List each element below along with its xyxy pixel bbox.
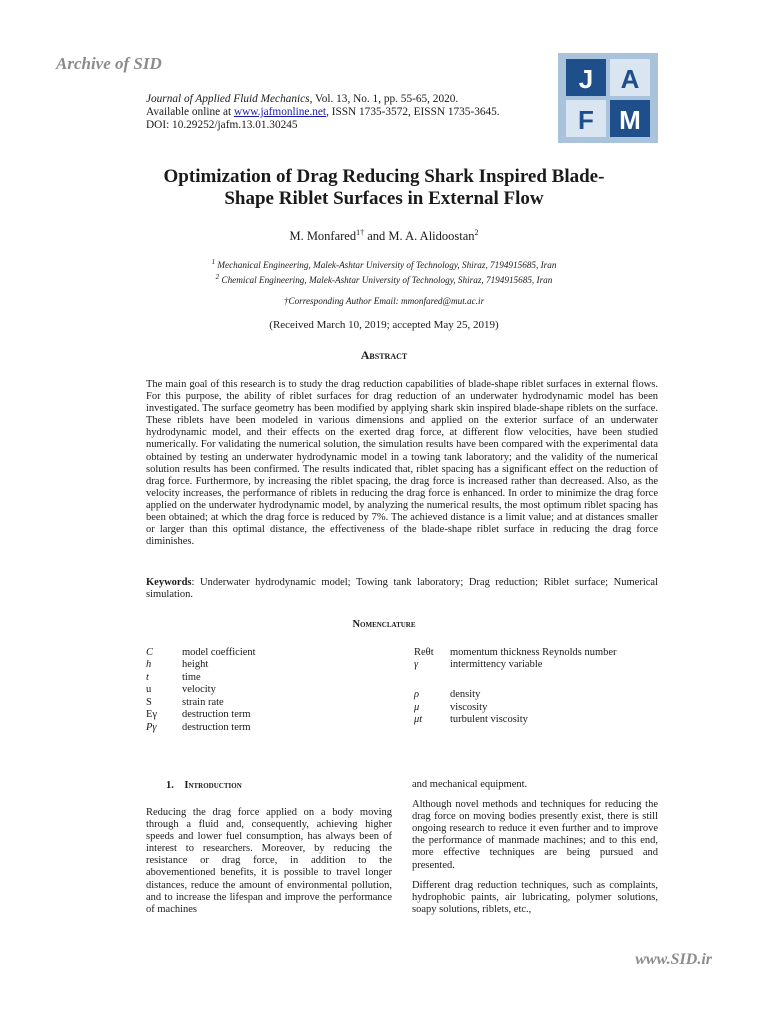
nomenclature-desc: height [182, 659, 209, 670]
nomenclature-row [146, 697, 224, 709]
paragraph: and mechanical equipment. [412, 779, 528, 790]
nomenclature-row [414, 647, 617, 659]
sid-footer-watermark: www.SID.ir [635, 951, 712, 968]
nomenclature-symbol: t [146, 672, 149, 683]
introduction-heading [166, 780, 242, 791]
nomenclature-row [146, 722, 251, 734]
right-column [412, 779, 658, 924]
nomenclature-row [146, 647, 256, 659]
nomenclature-symbol: S [146, 697, 152, 708]
nomenclature-desc: density [450, 689, 481, 700]
nomenclature-desc: velocity [182, 684, 216, 695]
nomenclature-row [414, 659, 542, 671]
nomenclature-desc: viscosity [450, 702, 488, 713]
nomenclature-heading: Nomenclature [352, 619, 416, 630]
nomenclature-symbol: C [146, 647, 154, 658]
section-number: 1. [166, 780, 174, 791]
nomenclature-row [146, 709, 251, 721]
availability-line [146, 106, 500, 119]
keywords [146, 577, 658, 601]
nomenclature-desc: intermittency variable [450, 659, 543, 670]
nomenclature-symbol: Pγ [146, 722, 157, 733]
nomenclature-row [414, 702, 487, 714]
affiliation-1-text: Mechanical Engineering, Malek-Ashtar University of Technology, Shiraz, 7194915685, Iran [215, 260, 557, 271]
nomenclature-symbol: μt [414, 714, 423, 725]
nomenclature-desc: destruction term [182, 709, 251, 720]
logo-letter-j: J [578, 64, 594, 94]
title-line-2: Shape Riblet Surfaces in External Flow [224, 188, 544, 209]
nomenclature-symbol: γ [414, 659, 419, 670]
abstract-heading: Abstract [360, 348, 408, 362]
nomenclature-symbol: μ [414, 702, 420, 713]
affiliations [110, 256, 658, 286]
nomenclature-symbol: Reθt [414, 647, 434, 658]
doi-text: DOI: 10.29252/jafm.13.01.30245 [146, 119, 298, 131]
paragraph: Although novel methods and techniques for reducing the drag force on moving bodies presently exist, there is still ongoing research to reduce it even further and to improve the performance of manmade machines; and to this end, more effective techniques are being pursued and presented. [412, 799, 658, 871]
nomenclature-row [146, 672, 201, 684]
affiliation-1 [110, 256, 658, 271]
affiliation-2 [110, 271, 658, 286]
logo-letter-a: A [620, 64, 640, 94]
keywords-label: Keywords [146, 577, 192, 588]
journal-volume: , Vol. 13, No. 1, pp. 55-65, 2020. [309, 93, 459, 105]
abstract-text: The main goal of this research is to study the drag reduction capabilities of blade-shape riblet surfaces in external flows. For this purpose, the ability of riblet surfaces for drag reduction of an underwater hydrodynamic model has been investigated. The surface geometry has been modified by applying shark skin inspired blade-shape riblets on the surface. These riblets have been modeled in various dimensions and applied on the exterior surface of an underwater hydrodynamic model, and their effects on the exerted drag force, at different flow velocities, have been studied numerically. For validating the numerical solution, the simulation results have been compared with the experimental data obtained by testing an underwater hydrodynamic model in a towing tank laboratory; and the validity of the numerical solution results has been confirmed. The results indicated that, riblet spacing has a significant effect on the reduction of drag force. Furthermore, by increasing the riblet spacing, the drag force is increased rather than decreased. Also, as the velocity increases, the performance of riblets in reducing the drag force is enhanced. In order to minimize the drag force applied on the underwater hydrodynamic model, by analyzing the numerical results, the most optimum riblet spacing has been obtained; at which the drag force is reduced by 7%. The achieved distance is a limit value; and at distances smaller or larger than this optimal distance, the effectiveness of the blade-shape riblet surface in reducing the drag force diminishes. [146, 379, 658, 548]
author-2: M. A. Alidoostan [388, 229, 475, 244]
keywords-text: : Underwater hydrodynamic model; Towing tank laboratory; Drag reduction; Riblet surface; Numerical simulation. [146, 577, 658, 601]
journal-website-link[interactable]: www.jafmonline.net [233, 106, 327, 118]
nomenclature-symbol: Eγ [146, 709, 158, 720]
paragraph: Reducing the drag force applied on a body moving through a fluid and, consequently, achieving higher speeds and lower fuel consumption, has always been of interest to researchers. Moreover, by reducing the resistance or drag force, in addition to the abovementioned benefits, it is possible to travel longer distances, reduce the amount of environmental pollution, and to increase the lifespan and improve the performance of machines [146, 807, 392, 915]
nomenclature-symbol: u [146, 684, 152, 695]
nomenclature-row [146, 684, 216, 696]
logo-letter-m: M [619, 105, 641, 135]
nomenclature-row [146, 659, 208, 671]
journal-reference [146, 93, 500, 106]
nomenclature-desc: destruction term [182, 722, 251, 733]
journal-name: Journal of Applied Fluid Mechanics [146, 93, 310, 105]
left-column [146, 807, 392, 924]
nomenclature-symbol: h [146, 659, 152, 670]
archive-watermark: Archive of SID [56, 54, 162, 73]
logo-letter-f: F [578, 105, 594, 135]
received-dates: (Received March 10, 2019; accepted May 25, 2019) [269, 319, 499, 331]
corresponding-author: †Corresponding Author Email: mmonfared@mut.ac.ir [283, 296, 485, 306]
nomenclature-desc: time [182, 672, 201, 683]
authors [110, 228, 658, 244]
author-2-sup: 2 [474, 228, 479, 237]
nomenclature-desc: strain rate [182, 697, 224, 708]
title-line-1: Optimization of Drag Reducing Shark Inspired Blade- [163, 166, 605, 187]
affiliation-2-text: Chemical Engineering, Malek-Ashtar University of Technology, Shiraz, 7194915685, Iran [219, 275, 553, 286]
paper-title [110, 166, 658, 210]
author-1-sup: 1† [356, 228, 365, 237]
nomenclature-row [414, 689, 480, 701]
affiliation-2-num: 2 [215, 273, 220, 282]
journal-info [146, 93, 500, 132]
jafm-logo [558, 53, 658, 143]
authors-and: and [364, 229, 389, 244]
nomenclature-desc: momentum thickness Reynolds number [450, 647, 617, 658]
nomenclature-row [414, 714, 528, 726]
paragraph: Different drag reduction techniques, such as complaints, hydrophobic paints, air lubricating, polymer solutions, soapy solutions, riblets, etc., [412, 879, 658, 915]
nomenclature-symbol: ρ [414, 689, 420, 700]
issn-text: , ISSN 1735-3572, EISSN 1735-3645. [326, 106, 500, 118]
affiliation-1-num: 1 [211, 258, 216, 266]
author-1: M. Monfared [289, 229, 357, 244]
section-title: Introduction [184, 780, 242, 791]
nomenclature-desc: turbulent viscosity [450, 714, 528, 725]
available-prefix: Available online at [146, 106, 234, 118]
nomenclature-desc: model coefficient [182, 647, 256, 658]
